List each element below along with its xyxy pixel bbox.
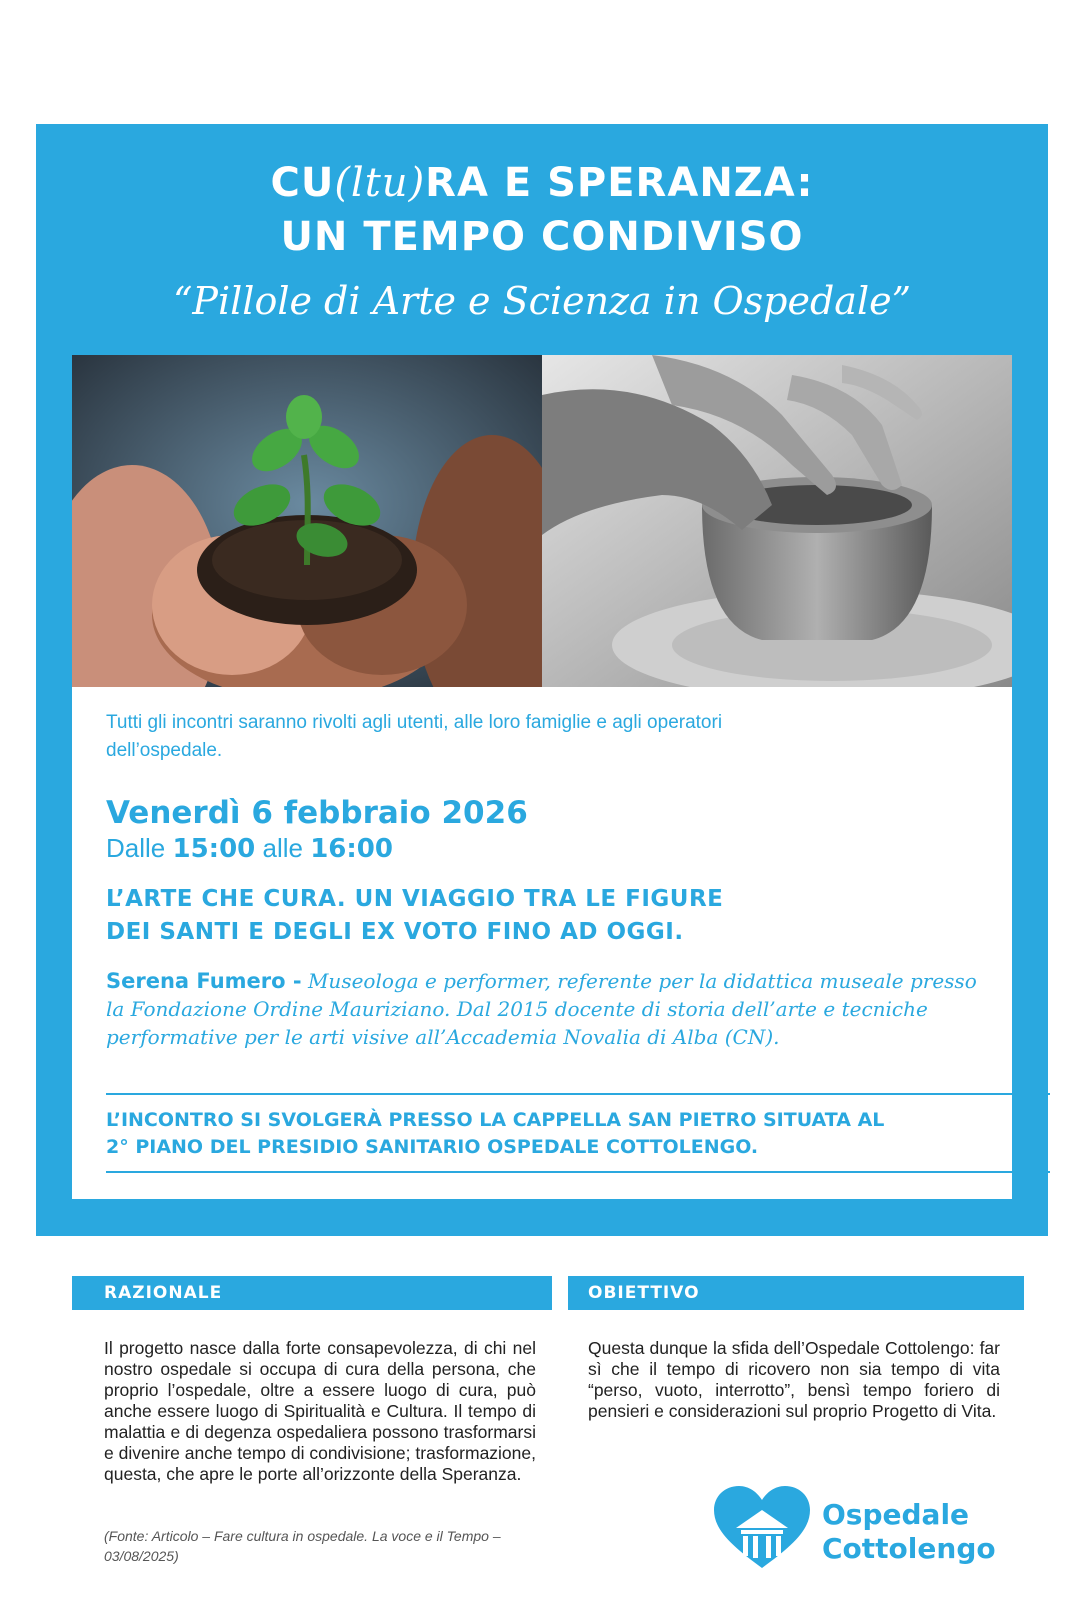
event-panel — [72, 687, 1012, 1199]
logo-text: Ospedale Cottolengo — [822, 1498, 996, 1565]
obiettivo-text: Questa dunque la sfida dell’Ospedale Cottolengo: far sì che il tempo di ricovero non sia tempo di vita “perso, vuoto, interrotto”, bensì tempo foriero di pensieri e considerazioni sul proprio Progetto di Vita. — [588, 1338, 1000, 1421]
event-time: Dalle 15:00 alle 16:00 — [106, 833, 393, 864]
talk-title: L’ARTE CHE CURA. UN VIAGGIO TRA LE FIGURE DEI SANTI E DEGLI EX VOTO FINO AD OGGI. — [106, 886, 724, 945]
event-date: Venerdì 6 febbraio 2026 — [106, 795, 528, 831]
razionale-source: (Fonte: Articolo – Fare cultura in ospedale. La voce e il Tempo – 03/08/2025) — [104, 1528, 501, 1564]
plant-hands-photo — [72, 355, 542, 687]
speaker-bio: Museologa e performer, referente per la didattica museale presso la Fondazione Ordine Mauriziano. Dal 2015 docente di storia dell’arte e tecniche performative per le arti visive all’Accademia Novalia di Alba (CN). — [106, 969, 977, 1049]
speaker-name: Serena Fumero - — [106, 969, 302, 993]
title-line-1: CU(ltu)RA E SPERANZA: — [270, 160, 814, 206]
intro-text: Tutti gli incontri saranno rivolti agli utenti, alle loro famiglie e agli operatori dell’ospedale. — [106, 712, 723, 761]
razionale-text: Il progetto nasce dalla forte consapevolezza, di chi nel nostro ospedale si occupa di cura della persona, che proprio l’ospedale, oltre a essere luogo di cura, può anche essere luogo di Spiritualità e Cultura. Il tempo di malattia e di degenza ospedaliera possono trasformarsi e divenire anche tempo di condivisione; trasformazione, questa, che apre le porte all’orizzonte della Speranza. — [104, 1338, 536, 1484]
divider-bottom — [106, 1171, 1050, 1173]
venue-info: L’INCONTRO SI SVOLGERÀ PRESSO LA CAPPELLA SAN PIETRO SITUATA AL 2° PIANO DEL PRESIDIO SANITARIO OSPEDALE COTTOLENGO. — [106, 1109, 885, 1158]
pottery-wheel-photo — [542, 355, 1012, 687]
heart-house-icon — [712, 1484, 812, 1574]
title-line-2: UN TEMPO CONDIVISO — [280, 214, 804, 260]
obiettivo-heading: OBIETTIVO — [568, 1276, 1024, 1310]
divider-top — [106, 1093, 1050, 1095]
subtitle: “Pillole di Arte e Scienza in Ospedale” — [172, 279, 912, 323]
razionale-heading: RAZIONALE — [72, 1276, 552, 1310]
poster-title — [36, 156, 1048, 330]
speaker-info — [106, 967, 986, 1051]
